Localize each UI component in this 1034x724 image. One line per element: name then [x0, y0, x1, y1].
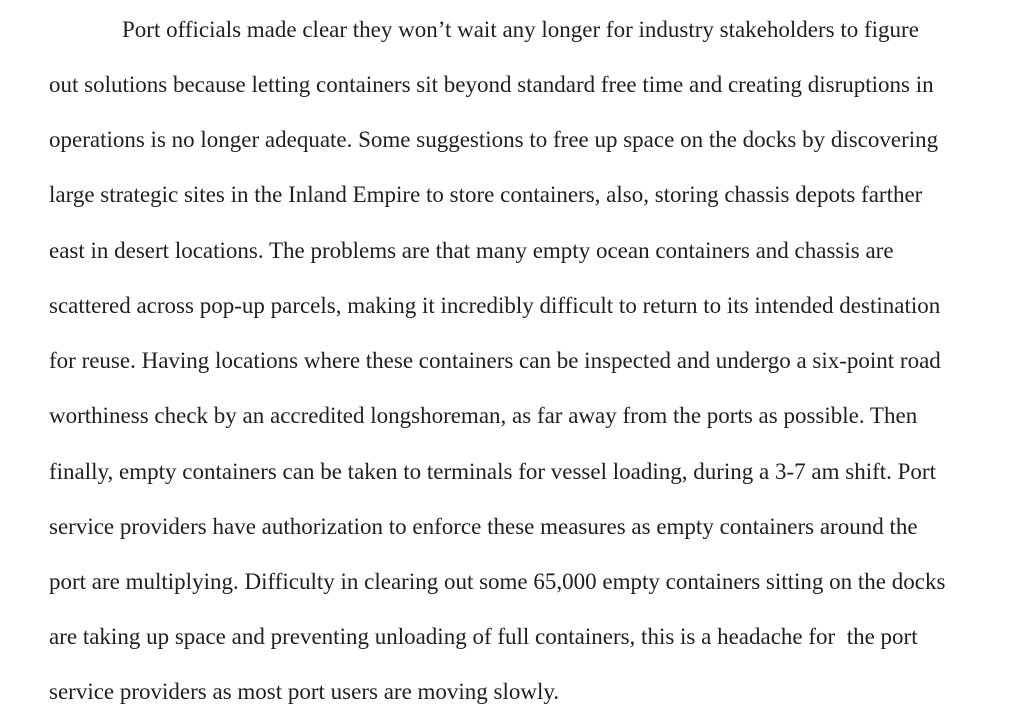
paragraph-line-2: out solutions because letting containers sit beyond standard free time and creating disruptions in — [49, 72, 934, 97]
paragraph-line-6: scattered across pop-up parcels, making it incredibly difficult to return to its intended destination — [49, 293, 941, 318]
paragraph-line-5: east in desert locations. The problems are that many empty ocean containers and chassis are — [49, 238, 894, 263]
paragraph-line-9: finally, empty containers can be taken to terminals for vessel loading, during a 3-7 am shift. Port — [49, 459, 936, 484]
paragraph-line-11: port are multiplying. Difficulty in clearing out some 65,000 empty containers sitting on the docks — [49, 569, 946, 594]
paragraph-line-3: operations is no longer adequate. Some suggestions to free up space on the docks by discovering — [49, 127, 939, 152]
paragraph-line-8: worthiness check by an accredited longshoreman, as far away from the ports as possible. Then — [49, 403, 918, 428]
paragraph-line-4: large strategic sites in the Inland Empire to store containers, also, storing chassis depots farther — [49, 182, 923, 207]
paragraph-line-12: are taking up space and preventing unloading of full containers, this is a headache for the port — [49, 624, 918, 649]
paragraph-line-1: Port officials made clear they won’t wait any longer for industry stakeholders to figure — [122, 17, 919, 42]
paragraph-line-7: for reuse. Having locations where these containers can be inspected and undergo a six-point road — [49, 348, 941, 373]
paragraph-line-10: service providers have authorization to enforce these measures as empty containers around the — [49, 514, 918, 539]
paragraph-line-13: service providers as most port users are moving slowly. — [49, 679, 560, 704]
